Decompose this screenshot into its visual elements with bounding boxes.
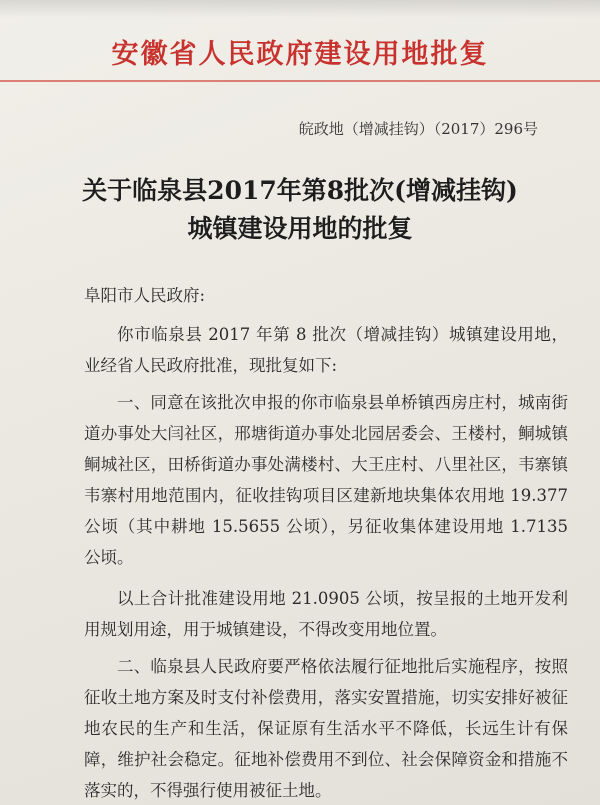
paragraph-item-two: 二、临泉县人民政府要严格依法履行征地批后实施程序，按照征收土地方案及时支付补偿费用，落实安置措施，切实安排好被征地农民的生产和生活，保证原有生活水平不降低，长远生计有保障，维护社会稳定。征地补偿费用不到位、社会保障资金和措施不落实的，不得强行使用被征土地。 — [84, 657, 568, 800]
page-shadow — [0, 0, 600, 18]
document-body — [84, 280, 568, 805]
document-title — [0, 172, 600, 248]
salutation: 阜阳市人民政府: — [84, 286, 206, 305]
document-title-line-2: 城镇建设用地的批复 — [187, 214, 413, 243]
paragraph-item-one: 一、同意在该批次申报的你市临泉县单桥镇西房庄村，城南街道办事处大闫社区，邢塘街道办事处北园居委会、王楼村，鲖城镇鲖城社区，田桥街道办事处满楼村、大王庄村、八里社区，韦寨镇韦寨村用地范围内，征收挂钩项目区建新地块集体农用地 19.377 公顷（其中耕地 15.5655 公顷），另征收集体建设用地 1.7135 公顷。 — [84, 393, 568, 567]
paragraph-intro: 你市临泉县 2017 年第 8 批次（增减挂钩）城镇建设用地，业经省人民政府批准，现批复如下: — [84, 325, 568, 375]
document-number: 皖政地（增减挂钩）（2017）296号 — [298, 120, 538, 138]
letterhead-divider — [0, 80, 600, 82]
paragraph-total: 以上合计批准建设用地 21.0905 公顷，按呈报的土地开发利用规划用途，用于城镇建设，不得改变用地位置。 — [84, 589, 568, 639]
document-title-line-1: 关于临泉县2017年第8批次(增减挂钩) — [82, 176, 518, 205]
letterhead-title: 安徽省人民政府建设用地批复 — [111, 39, 489, 70]
